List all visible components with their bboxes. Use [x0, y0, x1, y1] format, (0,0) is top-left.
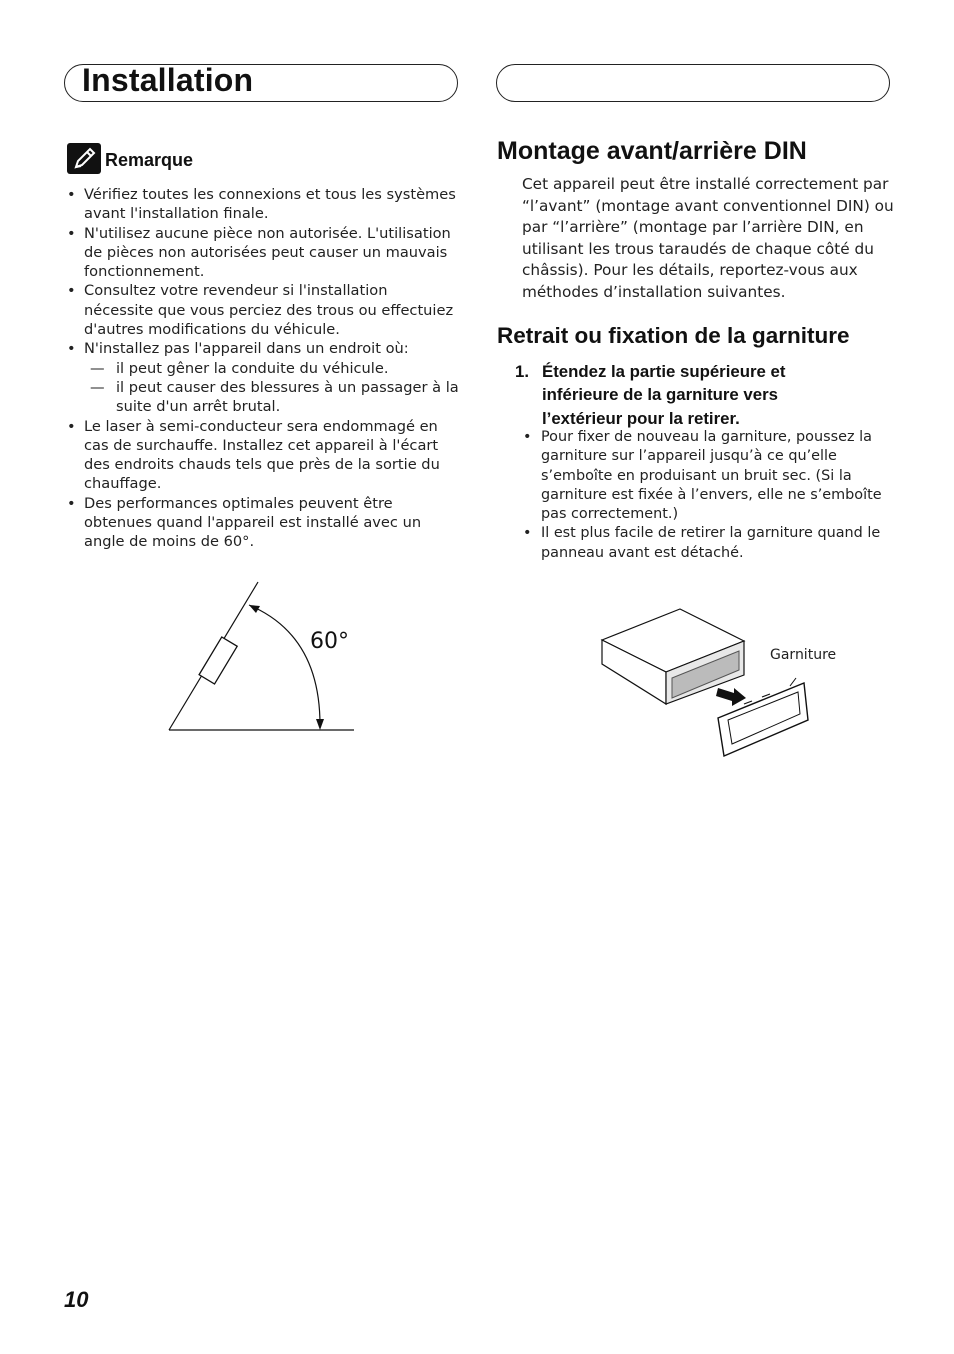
- note-pencil-icon: [67, 143, 101, 174]
- angle-arc: [249, 605, 320, 725]
- sub-list-item: — il peut gêner la conduite du véhicule.: [84, 359, 461, 378]
- sub-list: [84, 359, 461, 417]
- list-item: [66, 339, 461, 416]
- arrow-icon: [716, 688, 746, 706]
- step-number: 1.: [515, 362, 529, 381]
- trim-diagram: [596, 600, 856, 765]
- note-label: Remarque: [105, 150, 194, 170]
- section-title: Installation: [82, 62, 254, 98]
- mounting-paragraph: Cet appareil peut être installé correctement par “l’avant” (montage avant conventionnel DIN) ou par “l’arrière” (montage par l’arrière DIN, en utilisant les trous taraudés de chaque côté du châssis). Pour les détails, reportez-vous aux méthodes d’installation suivantes.: [522, 175, 894, 301]
- list-item-text: N'installez pas l'appareil dans un endroit où:: [84, 340, 409, 358]
- step-text: Étendez la partie supérieure et inférieure de la garniture vers l’extérieur pour la retirer.: [542, 362, 786, 428]
- arrowhead-bottom: [316, 719, 324, 730]
- section-header-box-empty: [496, 64, 890, 102]
- page-number: 10: [64, 1287, 89, 1312]
- list-item: • Le laser à semi-conducteur sera endommagé en cas de surchauffe. Installez cet appareil à l'écart des endroits chauds tels que près de la sortie du chauffage.: [66, 417, 461, 494]
- list-item: • Consultez votre revendeur si l'installation nécessite que vous perciez des trous ou effectuiez d'autres modifications du véhicule.: [66, 281, 461, 339]
- angle-diagram: [160, 575, 360, 740]
- sub-list-item: — il peut causer des blessures à un passager à la suite d'un arrêt brutal.: [84, 378, 461, 417]
- list-item: • Il est plus facile de retirer la garniture quand le panneau avant est détaché.: [522, 524, 892, 563]
- list-item: • Vérifiez toutes les connexions et tous les systèmes avant l'installation finale.: [66, 185, 461, 224]
- heading-mounting: Montage avant/arrière DIN: [497, 137, 807, 165]
- step-note-list: [522, 428, 892, 563]
- list-item: • N'utilisez aucune pièce non autorisée. L'utilisation de pièces non autorisées peut causer un mauvais fonctionnement.: [66, 224, 461, 282]
- list-item: • Des performances optimales peuvent être obtenues quand l'appareil est installé avec un angle de moins de 60°.: [66, 494, 461, 552]
- note-list: [66, 185, 461, 552]
- angle-label: 60°: [310, 629, 349, 654]
- heading-trim: Retrait ou fixation de la garniture: [497, 323, 850, 348]
- unit-rectangle: [199, 637, 237, 684]
- step-1: [515, 360, 845, 430]
- trim-label: Garniture: [770, 647, 837, 663]
- list-item: • Pour fixer de nouveau la garniture, poussez la garniture sur l’appareil jusqu’à ce qu’elle s’emboîte en produisant un bruit sec. (Si la garniture est fixée à l’envers, elle ne s’emboîte pas correctement.): [522, 428, 892, 524]
